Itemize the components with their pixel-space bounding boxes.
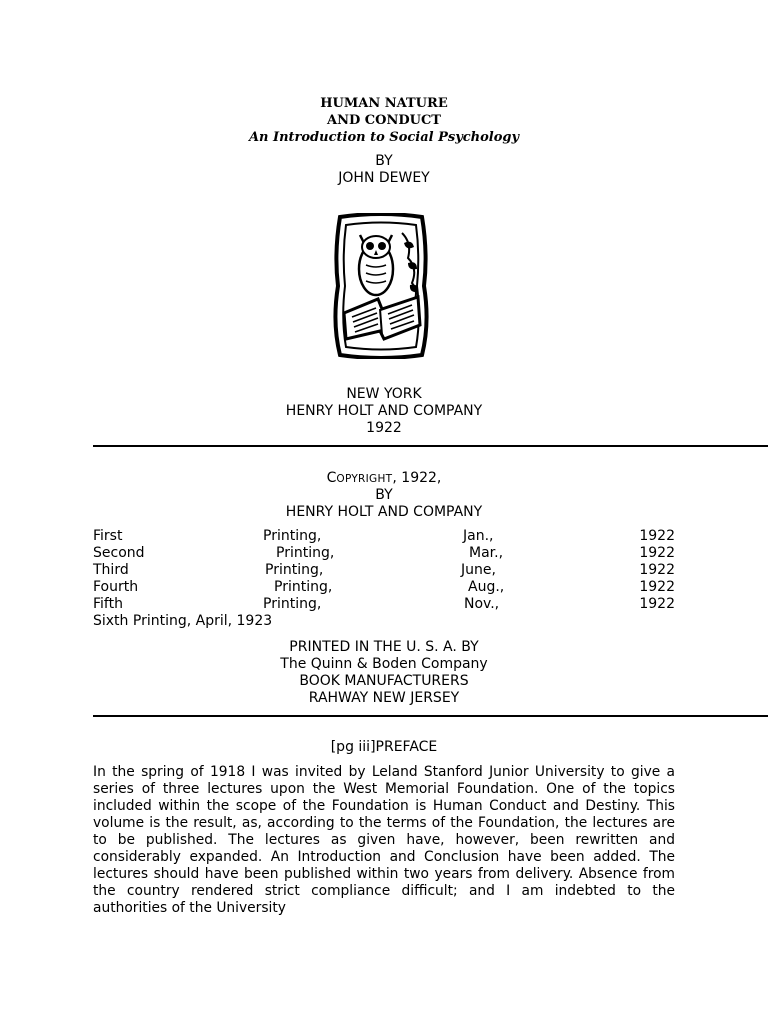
- printing-ordinal: Second: [93, 545, 145, 561]
- printing-year: 1922: [639, 545, 675, 561]
- printing-ordinal: Fifth: [93, 596, 123, 612]
- book-subtitle: An Introduction to Social Psychology: [248, 130, 520, 145]
- section-divider: [93, 715, 768, 717]
- printing-year: 1922: [639, 579, 675, 595]
- book-title-line2: AND CONDUCT: [327, 113, 441, 128]
- printing-row: [93, 579, 675, 596]
- section-divider: [93, 445, 768, 447]
- owl-on-book-emblem-icon: [332, 213, 430, 359]
- preface-heading: [pg iii]PREFACE: [330, 739, 438, 755]
- by-label: BY: [375, 153, 393, 169]
- document-page: [93, 0, 768, 1024]
- copyright-year: , 1922,: [392, 470, 442, 486]
- printing-label: Printing,: [265, 562, 324, 578]
- printing-history: [93, 528, 675, 613]
- copyright-line: [93, 470, 675, 488]
- printer-line4: RAHWAY NEW JERSEY: [308, 690, 460, 706]
- publisher-city: NEW YORK: [346, 386, 422, 402]
- printing-month: Mar.,: [469, 545, 504, 561]
- printing-label: Printing,: [274, 579, 333, 595]
- printing-month: June,: [461, 562, 496, 578]
- printer-line2: The Quinn & Boden Company: [280, 656, 488, 672]
- copyright-word-rest: OPYRIGHT: [336, 473, 393, 485]
- sixth-printing: Sixth Printing, April, 1923: [93, 613, 273, 629]
- printing-row: [93, 528, 675, 545]
- printing-row: [93, 562, 675, 579]
- printing-ordinal: First: [93, 528, 123, 544]
- printing-label: Printing,: [263, 596, 322, 612]
- printing-label: Printing,: [263, 528, 322, 544]
- printing-month: Jan.,: [463, 528, 494, 544]
- printing-ordinal: Fourth: [93, 579, 139, 595]
- printer-line3: BOOK MANUFACTURERS: [299, 673, 469, 689]
- copyright-word-initial: C: [326, 470, 337, 486]
- printing-row: [93, 545, 675, 562]
- printing-ordinal: Third: [93, 562, 129, 578]
- copyright-by: BY: [375, 487, 393, 503]
- preface-paragraph: In the spring of 1918 I was invited by Leland Stanford Junior University to give a series of three lectures upon the West Memorial Foundation. One of the topics included within the scope of the Foundation is Human Conduct and Destiny. This volume is the result, as, according to the terms of the Foundation, the lectures are to be published. The lectures as given have, however, been rewritten and considerably expanded. An Introduction and Conclusion have been added. The lectures should have been published within two years from delivery. Absence from the country rendered strict compliance difficult; and I am indebted to the authorities of the University: [93, 764, 675, 916]
- copyright-holder: HENRY HOLT AND COMPANY: [285, 504, 483, 520]
- publication-year: 1922: [366, 420, 402, 436]
- printer-line1: PRINTED IN THE U. S. A. BY: [289, 639, 479, 655]
- printing-month: Aug.,: [468, 579, 505, 595]
- author-name: JOHN DEWEY: [338, 170, 430, 186]
- publisher-name: HENRY HOLT AND COMPANY: [285, 403, 483, 419]
- printing-year: 1922: [639, 528, 675, 544]
- printing-year: 1922: [639, 596, 675, 612]
- book-title-line1: HUMAN NATURE: [320, 96, 448, 111]
- printing-label: Printing,: [276, 545, 335, 561]
- printing-month: Nov.,: [464, 596, 500, 612]
- printing-row: [93, 596, 675, 613]
- printing-year: 1922: [639, 562, 675, 578]
